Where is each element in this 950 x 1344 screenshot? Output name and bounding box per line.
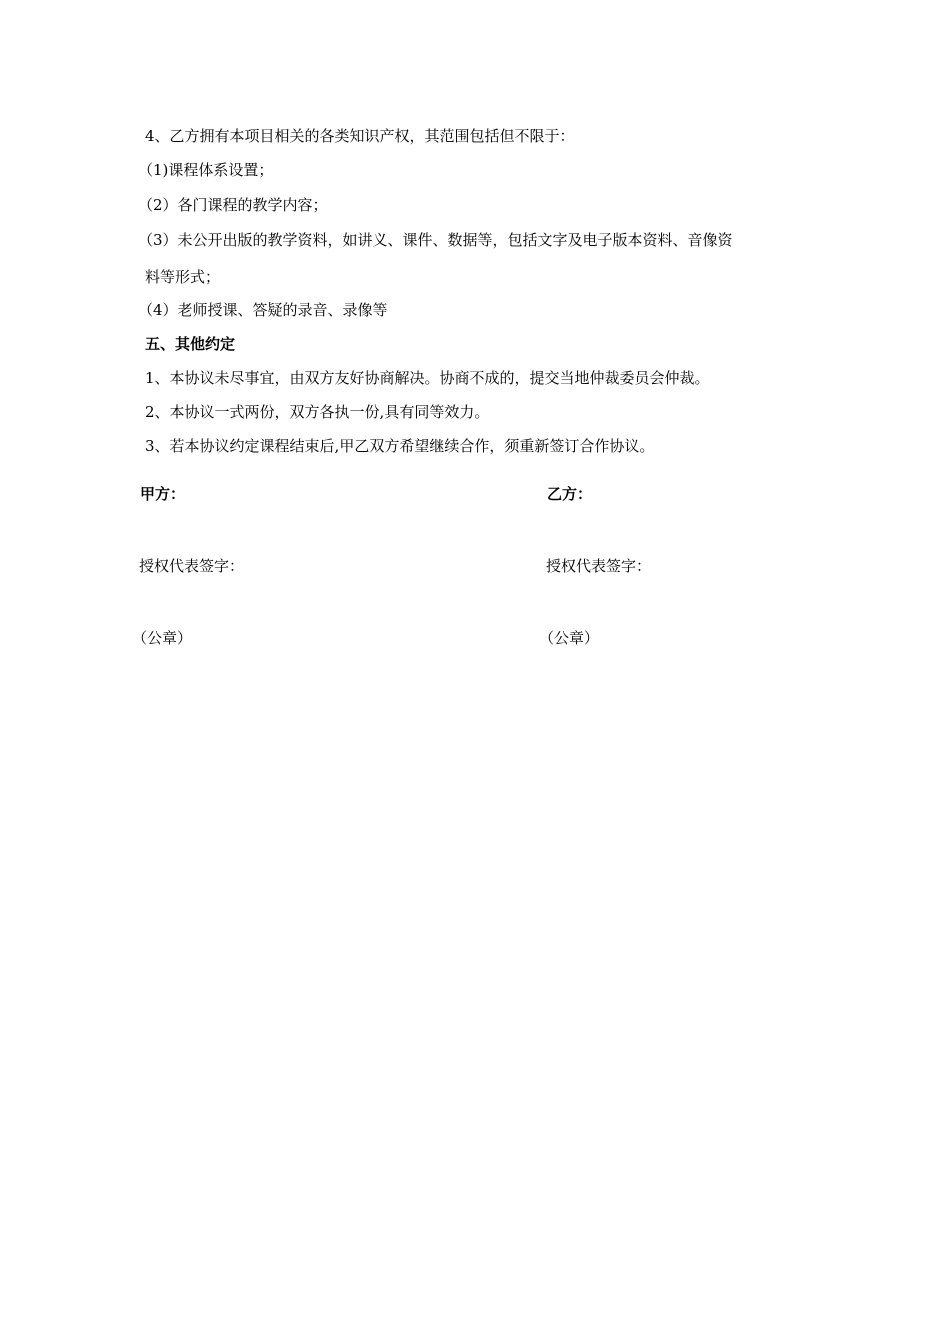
sub-item-3-line-2: 料等形式； — [145, 268, 221, 286]
clause-4-text: 4、乙方拥有本项目相关的各类知识产权，其范围包括但不限于： — [145, 127, 575, 145]
sub-item-1: （1)课程体系设置； — [138, 161, 274, 179]
party-b-rep-signature: 授权代表签字： — [546, 557, 652, 575]
party-a-label: 甲方： — [140, 485, 186, 503]
section-5-heading: 五、其他约定 — [145, 335, 236, 353]
section-5-item-1: 1、本协议未尽事宜，由双方友好协商解决。协商不成的，提交当地仲裁委员会仲裁。 — [145, 369, 710, 387]
party-b-seal: （公章） — [539, 629, 600, 647]
sub-item-3-line-1: （3）未公开出版的教学资料，如讲义、课件、数据等，包括文字及电子版本资料、音像资 — [138, 231, 733, 249]
party-a-seal: （公章） — [132, 629, 193, 647]
sub-item-2: （2）各门课程的教学内容； — [138, 196, 328, 214]
sub-item-4: （4）老师授课、答疑的录音、录像等 — [138, 301, 388, 319]
party-a-rep-signature: 授权代表签字： — [139, 557, 245, 575]
party-b-label: 乙方： — [547, 485, 593, 503]
section-5-item-2: 2、本协议一式两份，双方各执一份,具有同等效力。 — [145, 403, 490, 421]
section-5-item-3: 3、若本协议约定课程结束后,甲乙双方希望继续合作，须重新签订合作协议。 — [145, 437, 655, 455]
